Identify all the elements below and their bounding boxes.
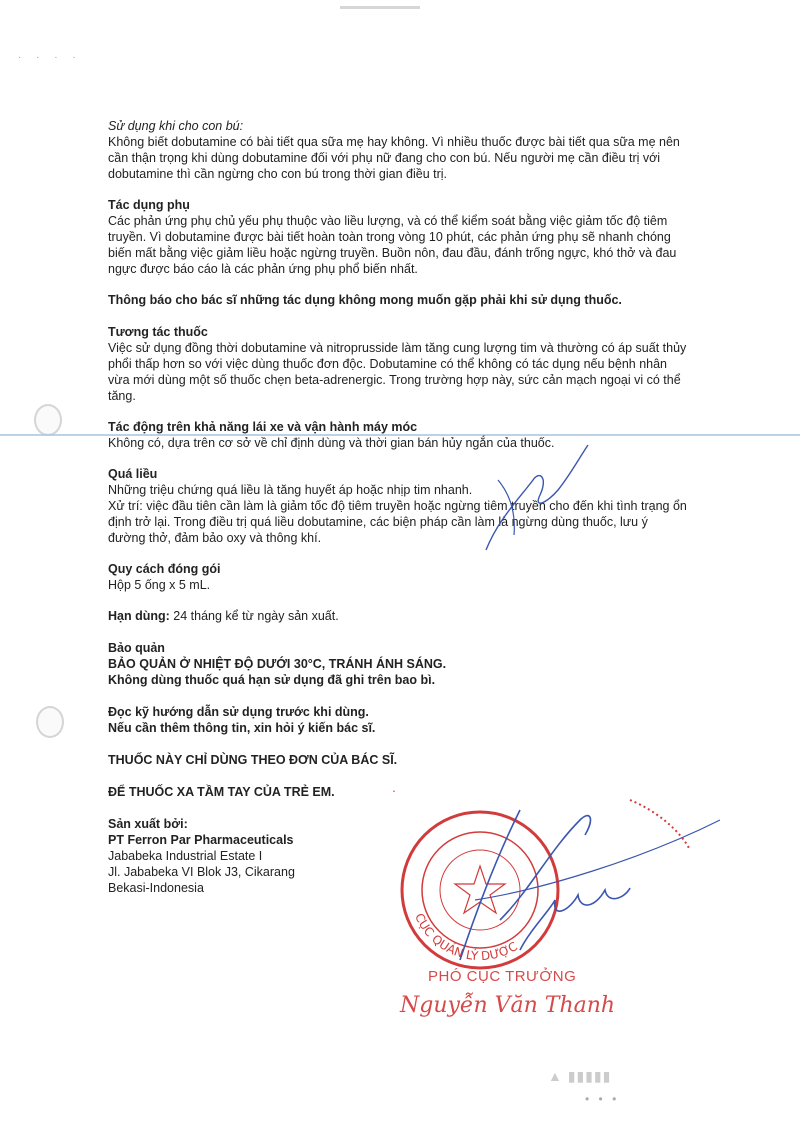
section-breastfeeding <box>108 118 688 182</box>
section-interactions <box>108 324 688 404</box>
section-prescription-only <box>108 752 688 768</box>
storage-line: Không dùng thuốc quá hạn sử dụng đã ghi trên bao bì. <box>108 673 436 687</box>
seal-graphic <box>380 790 720 980</box>
signatory-title: PHÓ CỤC TRƯỞNG <box>428 968 577 985</box>
storage-line: BẢO QUẢN Ở NHIỆT ĐỘ DƯỚI 30°C, TRÁNH ÁNH SÁNG. <box>108 657 447 671</box>
instruction-line: Nếu cần thêm thông tin, xin hỏi ý kiến bác sĩ. <box>108 721 376 735</box>
section-side-effects <box>108 197 688 277</box>
manufacturer-label: Sản xuất bởi: <box>108 817 188 831</box>
section-title: Tác động trên khả năng lái xe và vận hành máy móc <box>108 420 418 434</box>
signature-scribble <box>478 440 608 560</box>
scan-artifact-dots: · · · · <box>18 52 82 63</box>
section-expiry <box>108 608 688 624</box>
official-seal <box>380 790 720 985</box>
manufacturer-address: Bekasi-Indonesia <box>108 881 204 895</box>
section-body: Không biết dobutamine có bài tiết qua sữa mẹ hay không. Vì nhiều thuốc được bài tiết qua sữa mẹ nên cần thận trọng khi dùng dobutamine đối với phụ nữ đang cho con bú. Nếu người mẹ cần điều trị với dobutamine thì cần ngừng cho con bú trong thời gian điều trị. <box>108 135 680 181</box>
notice-text: Thông báo cho bác sĩ những tác dụng không mong muốn gặp phải khi sử dụng thuốc. <box>108 293 622 307</box>
section-body: Không có, dựa trên cơ sở về chỉ định dùng và thời gian bán hủy ngắn của thuốc. <box>108 436 555 450</box>
signatory-name: Nguyễn Văn Thanh <box>400 993 616 1018</box>
section-read-instructions <box>108 704 688 736</box>
section-title: Quá liều <box>108 467 158 481</box>
punch-hole <box>34 404 62 436</box>
section-title: Sử dụng khi cho con bú: <box>108 119 244 133</box>
section-body: Việc sử dụng đồng thời dobutamine và nitroprusside làm tăng cung lượng tim và thường có áp suất thủy phổi thấp hơn so với việc dùng thuốc đơn độc. Dobutamine có thể không có tác dụng nếu bệnh nhân vừa mới dùng một số thuốc chẹn beta-adrenergic. Trong trường hợp này, sức cản mạch ngoại vi có thể tăng. <box>108 341 687 403</box>
section-storage <box>108 640 688 688</box>
manufacturer-address: Jl. Jababeka VI Blok J3, Cikarang <box>108 865 295 879</box>
watermark-logo: ▲ ▮▮▮▮▮ <box>548 1068 612 1084</box>
watermark-dots: • • • <box>585 1092 620 1106</box>
manufacturer-address: Jababeka Industrial Estate I <box>108 849 263 863</box>
section-title: Tương tác thuốc <box>108 325 208 339</box>
section-body: Các phản ứng phụ chủ yếu phụ thuộc vào liều lượng, và có thể kiểm soát bằng việc giảm tốc độ tiêm truyền. Vì dobutamine được bài tiết hoàn toàn trong vòng 10 phút, các phản ứng phụ sẽ nhanh chóng biến mất bằng việc giảm liều hoặc ngừng truyền. Buồn nôn, đau đầu, đánh trống ngực, khó thở và đau ngực được báo cáo là các phản ứng phụ phổ biến nhất. <box>108 214 677 276</box>
side-effects-notice <box>108 292 688 308</box>
section-title: Tác dụng phụ <box>108 198 190 212</box>
signatory-block <box>400 968 615 1018</box>
punch-hole <box>36 706 64 738</box>
section-body: Những triệu chứng quá liều là tăng huyết áp hoặc nhịp tim nhanh. <box>108 483 473 497</box>
instruction-line: Đọc kỹ hướng dẫn sử dụng trước khi dùng. <box>108 705 369 719</box>
section-title: Quy cách đóng gói <box>108 562 221 576</box>
section-packaging <box>108 561 688 593</box>
seal-text-bottom: CỤC QUẢN LÝ DƯỢC <box>412 911 520 964</box>
manufacturer-name: PT Ferron Par Pharmaceuticals <box>108 833 294 847</box>
seal-text-top <box>380 790 432 794</box>
section-title: Bảo quản <box>108 641 165 655</box>
expiry-value: 24 tháng kể từ ngày sản xuất. <box>169 609 339 623</box>
section-body: Hộp 5 ống x 5 mL. <box>108 578 211 592</box>
warning-text: ĐỂ THUỐC XA TẦM TAY CỦA TRẺ EM. <box>108 785 335 799</box>
warning-text: THUỐC NÀY CHỈ DÙNG THEO ĐƠN CỦA BÁC SĨ. <box>108 753 398 767</box>
scan-artifact <box>340 6 420 9</box>
expiry-label: Hạn dùng: <box>108 609 170 623</box>
section-body: Xử trí: việc đầu tiên cần làm là giảm tốc độ tiêm truyền hoặc ngừng tiêm truyền cho đến khi tình trạng ổn định trở lại. Trong điều trị quá liều dobutamine, các biện pháp cần làm là ngừng dùng thuốc, lưu ý đường thở, đảm bảo oxy và thông khí. <box>108 499 687 545</box>
